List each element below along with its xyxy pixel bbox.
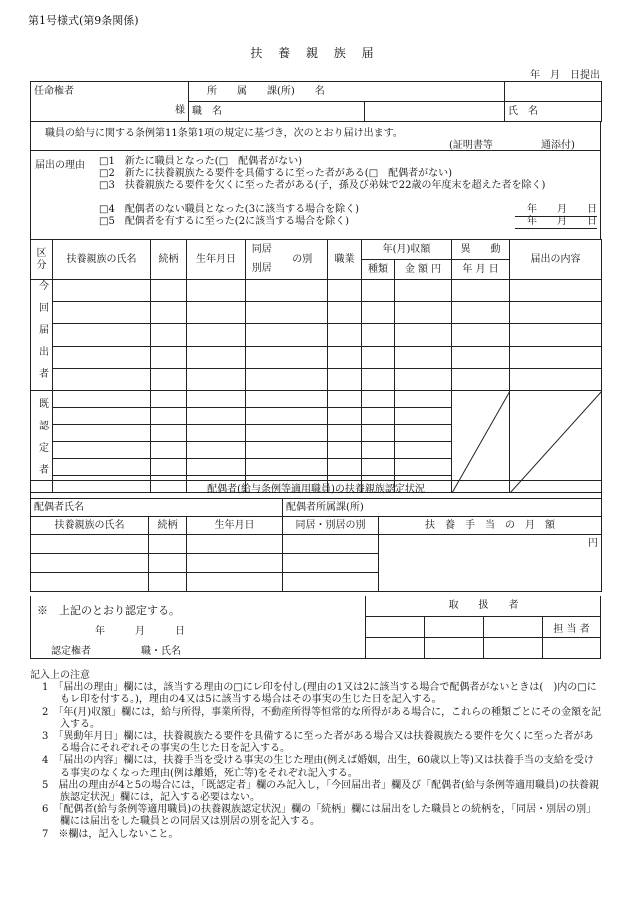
note-item: 2 「年(月)収額」欄には，給与所得，事業所得，不動産所得等恒常的な所得がある場合に，これらの種類ごとにその金額を記入する。 [42,706,602,730]
dependents-table [30,239,602,493]
table-cell[interactable] [362,324,395,346]
note-item: 6 「配偶者(給与条例等適用職員)の扶養親族認定状況」欄の「続柄」欄には届出をした職員との続柄を，「同居・別居の別」欄には届出をした職員との同居又は別居の別を記入する。 [42,804,597,828]
table-cell[interactable] [31,573,149,592]
table-cell[interactable] [510,368,602,390]
table-cell[interactable] [246,302,328,324]
allowance-amount-field[interactable] [379,535,602,592]
table-cell[interactable] [246,442,328,459]
table-cell[interactable] [53,302,151,324]
approval-post-name[interactable]: 職・氏名 [141,646,181,657]
table-cell[interactable] [395,459,452,476]
table-cell[interactable] [187,535,283,554]
table-cell[interactable] [362,302,395,324]
table-cell[interactable] [151,280,187,302]
table-cell[interactable] [246,346,328,368]
content-struck [510,391,602,493]
table-cell[interactable] [187,280,246,302]
notes-section [32,670,602,841]
note-item: 5 届出の理由が4と5の場合には，「既認定者」欄のみ記入し，「今回届出者」欄及び「配偶者(給与条例等適用職員)の扶養親族認定状況」欄には，記入する必要はない。 [42,779,599,804]
approval-appointer: 認定権者 [51,646,91,657]
col-income-kind: 種類 [362,260,395,280]
table-cell[interactable] [187,368,246,390]
table-cell[interactable] [328,459,362,476]
note-item: 1 「届出の理由」欄には，該当する理由の□にレ印を付し(理由の1又は2に該当する場合で配偶者がないときは( )内の□にもレ印を付する。)，理由の4又は5に該当する場合はその事実の生じた日を記入する。 [42,682,597,706]
spouse-col-allowance: 扶 養 手 当 の 月 額 [379,517,602,535]
table-cell[interactable] [510,324,602,346]
table-cell[interactable] [53,346,151,368]
table-cell[interactable] [151,459,187,476]
col-dokyo: 同居 [246,240,278,260]
table-cell[interactable] [53,425,151,442]
table-cell[interactable] [328,346,362,368]
spouse-name-label: 配偶者氏名 [34,501,84,513]
change-date-struck [452,391,510,493]
spouse-table [30,480,602,592]
declaration-text: 職員の給与に関する条例第11条第1項の規定に基づき，次のとおり届け出ます。 [45,128,403,139]
form-title: 扶 養 親 族 届 [250,46,380,60]
table-cell[interactable] [151,324,187,346]
table-cell[interactable] [328,408,362,425]
submission-date[interactable]: 年 月 日提出 [530,70,600,81]
table-cell[interactable] [246,391,328,408]
col-kubun: 区分 [31,240,53,280]
table-cell[interactable] [452,324,510,346]
certificate-label: (証明書等 [449,140,493,151]
table-cell[interactable] [452,280,510,302]
table-cell[interactable] [149,535,187,554]
spouse-col-name: 扶養親族の氏名 [31,517,149,535]
table-cell[interactable] [395,425,452,442]
spouse-name-field[interactable] [31,499,283,517]
table-cell[interactable] [187,408,246,425]
approval-date[interactable]: 年 月 日 [95,626,185,637]
table-cell[interactable] [53,280,151,302]
spouse-title: 配偶者(給与条例等適用職員)の扶養親族認定状況 [31,481,602,499]
col-nobetsu: の別 [278,240,328,280]
reason-item-2[interactable]: □2 新たに扶養親族たる要件を具備するに至った者がある(□ 配偶者がない) [99,168,453,179]
sama-label: 様 [31,102,189,122]
table-cell[interactable] [283,573,379,592]
table-cell[interactable] [151,425,187,442]
note-item: 4 「届出の内容」欄には，扶養手当を受ける事実の生じた理由(例えば婚姻，出生，60歳以上等)又は扶養手当の支給を受ける事実のなくなった理由(例は離婚，死亡等)をそれぞれ記入する。 [42,755,594,779]
table-cell[interactable] [187,391,246,408]
table-cell[interactable] [362,280,395,302]
section-existing: 既認定者 [31,391,53,493]
table-cell[interactable] [395,280,452,302]
spouse-col-dokyo: 同居・別居の別 [283,517,379,535]
table-cell[interactable] [246,459,328,476]
reason-item-5[interactable]: □5 配偶者を有するに至った(2に該当する場合を除く) 年 月 日 [99,216,597,227]
handler-box [365,596,601,658]
col-name: 扶養親族の氏名 [53,240,151,280]
table-cell[interactable] [246,425,328,442]
table-cell[interactable] [151,408,187,425]
reason-item-4[interactable]: □4 配偶者のない職員となった(3に該当する場合を除く) 年 月 日 [99,204,597,215]
department-label: 所 属 課(所) 名 [189,82,505,102]
spouse-dept-label: 配偶者所属課(所) [286,501,364,513]
table-cell[interactable] [151,302,187,324]
table-cell[interactable] [53,324,151,346]
table-cell[interactable] [510,302,602,324]
table-cell[interactable] [452,368,510,390]
department-field[interactable] [505,82,602,102]
table-cell[interactable] [187,346,246,368]
table-cell[interactable] [151,368,187,390]
table-cell[interactable] [246,408,328,425]
table-cell[interactable] [53,459,151,476]
table-cell[interactable] [246,324,328,346]
col-income-amount: 金 額 円 [395,260,452,280]
name-label: 氏 名 [508,105,538,117]
table-cell[interactable] [395,346,452,368]
approval-text: ※ 上記のとおり認定する。 [37,604,180,617]
table-cell[interactable] [510,280,602,302]
reason-item-3[interactable]: □3 扶養親族たる要件を欠くに至った者がある(子，孫及び弟妹で22歳の年度末を超えた者を除く) [99,180,546,191]
spouse-col-relation: 続柄 [149,517,187,535]
reason-item-1[interactable]: □1 新たに職員となった(□ 配偶者がない) [99,156,303,167]
table-cell[interactable] [395,302,452,324]
reason-block [30,121,601,240]
post-field[interactable] [189,102,365,122]
table-cell[interactable] [395,368,452,390]
table-cell[interactable] [510,346,602,368]
table-cell[interactable] [362,425,395,442]
table-cell[interactable] [187,442,246,459]
table-cell[interactable] [151,442,187,459]
section-new: 今回届出者 [31,280,53,391]
table-cell[interactable] [187,302,246,324]
spouse-dept-field[interactable] [283,499,602,517]
table-cell[interactable] [149,573,187,592]
table-cell[interactable] [395,408,452,425]
table-cell[interactable] [452,346,510,368]
table-cell[interactable] [31,554,149,573]
table-cell[interactable] [395,391,452,408]
table-cell[interactable] [362,391,395,408]
table-cell[interactable] [395,442,452,459]
table-cell[interactable] [53,408,151,425]
table-cell[interactable] [187,573,283,592]
in-charge-label: 担 当 者 [553,624,590,635]
table-cell[interactable] [187,459,246,476]
reason-label: 届出の理由 [35,160,85,171]
table-cell[interactable] [283,535,379,554]
table-cell[interactable] [246,368,328,390]
table-cell[interactable] [328,280,362,302]
yen-label: 円 [588,538,599,549]
copies-label: 通添付) [541,140,575,151]
col-income: 年(月)収額 [362,240,452,260]
table-cell[interactable] [328,324,362,346]
table-cell[interactable] [328,391,362,408]
table-cell[interactable] [187,324,246,346]
approval-block [30,596,601,659]
table-cell[interactable] [151,346,187,368]
notes-title: 記入上の注意 [30,670,90,681]
post-value[interactable] [365,102,505,122]
table-cell[interactable] [246,280,328,302]
table-cell[interactable] [328,425,362,442]
table-cell[interactable] [187,554,283,573]
col-job: 職業 [328,240,362,280]
name-field[interactable] [505,102,602,122]
handler-label: 取 扱 者 [366,596,601,617]
post-label: 職 名 [192,105,222,117]
table-cell[interactable] [187,425,246,442]
table-cell[interactable] [149,554,187,573]
col-bekkyo: 別居 [246,260,278,280]
col-change: 異 動 [452,240,510,260]
table-cell[interactable] [395,324,452,346]
col-content: 届出の内容 [510,240,602,280]
table-cell[interactable] [283,554,379,573]
header-table [30,81,602,122]
col-relation: 続柄 [151,240,187,280]
table-cell[interactable] [328,302,362,324]
note-item: 3 「異動年月日」欄には，扶養親族たる要件を具備するに至った者がある場合又は扶養親族たる要件を欠くに至った者がある場合にそれぞれその事実の生じた日を記入する。 [42,731,594,755]
form-number: 第1号様式(第9条関係) [28,14,139,27]
table-cell[interactable] [362,346,395,368]
col-change-date: 年 月 日 [452,260,510,280]
strike-line [510,391,602,493]
strike-line [452,391,510,493]
table-cell[interactable] [151,391,187,408]
table-cell[interactable] [53,391,151,408]
table-cell[interactable] [53,442,151,459]
spouse-col-birth: 生年月日 [187,517,283,535]
table-cell[interactable] [362,408,395,425]
reason-list [99,156,597,228]
table-cell[interactable] [328,442,362,459]
table-cell[interactable] [328,368,362,390]
table-cell[interactable] [53,368,151,390]
table-cell[interactable] [362,459,395,476]
reason-5-date[interactable]: 年 月 日 [515,216,597,229]
note-item: 7 ※欄は，記入しないこと。 [42,828,179,840]
reason-4-date[interactable]: 年 月 日 [515,204,597,217]
col-birth: 生年月日 [187,240,246,280]
table-cell[interactable] [362,368,395,390]
table-cell[interactable] [362,442,395,459]
table-cell[interactable] [31,535,149,554]
table-cell[interactable] [452,302,510,324]
appointer-label: 任命権者 [31,82,189,102]
